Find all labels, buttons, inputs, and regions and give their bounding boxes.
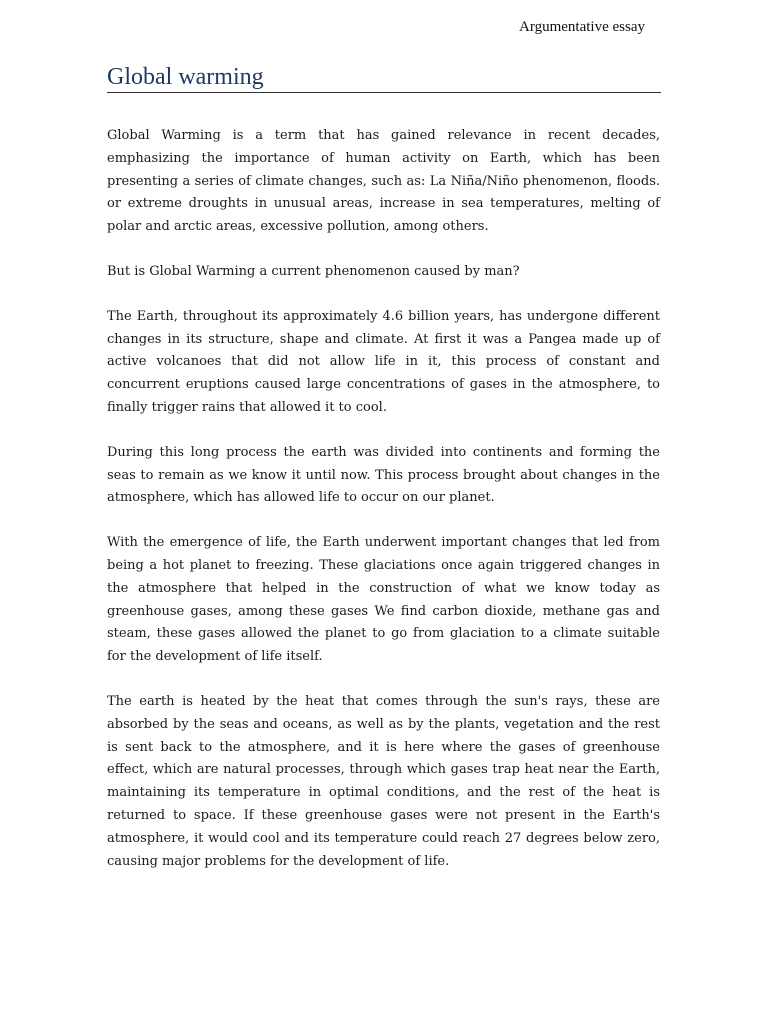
title-block [107, 63, 661, 93]
paragraph-greenhouse-effect: The earth is heated by the heat that comes through the sun's rays, these are absorbed by the seas and oceans, as well as by the plants, vegetation and the rest is sent back to the atmosphere, and it is here where the gases of greenhouse effect, which are natural processes, through which gases trap heat near the Earth, maintaining its temperature in optimal conditions, and the rest of the heat is returned to space. If these greenhouse gases were not present in the Earth's atmosphere, it would cool and its temperature could reach 27 degrees below zero, causing major problems for the development of life. [107, 693, 660, 869]
paragraph-question: But is Global Warming a current phenomenon caused by man? [107, 263, 520, 279]
paragraph-intro: Global Warming is a term that has gained relevance in recent decades, emphasizing the importance of human activity on Earth, which has been presenting a series of climate changes, such as: La Niña/Niño phenomenon, floods. or extreme droughts in unusual areas, increase in sea temperatures, melting of polar and arctic areas, excessive pollution, among others. [107, 128, 660, 235]
paragraph-continents: During this long process the earth was divided into continents and forming the seas to remain as we know it until now. This process brought about changes in the atmosphere, which has allowed life to occur on our planet. [107, 444, 660, 506]
running-header: Argumentative essay [519, 19, 645, 35]
paragraph-earth-history: The Earth, throughout its approximately 4.6 billion years, has undergone different changes in its structure, shape and climate. At first it was a Pangea made up of active volcanoes that did not allow life in it, this process of constant and concurrent eruptions caused large concentrations of gases in the atmosphere, to finally trigger rains that allowed it to cool. [107, 308, 660, 415]
document-title: Global warming [107, 64, 264, 90]
paragraph-emergence-of-life: With the emergence of life, the Earth underwent important changes that led from being a hot planet to freezing. These glaciations once again triggered changes in the atmosphere that helped in the construction of what we know today as greenhouse gases, among these gases We find carbon dioxide, methane gas and steam, these gases allowed the planet to go from glaciation to a climate suitable for the development of life itself. [107, 535, 660, 665]
document-body [107, 125, 660, 895]
